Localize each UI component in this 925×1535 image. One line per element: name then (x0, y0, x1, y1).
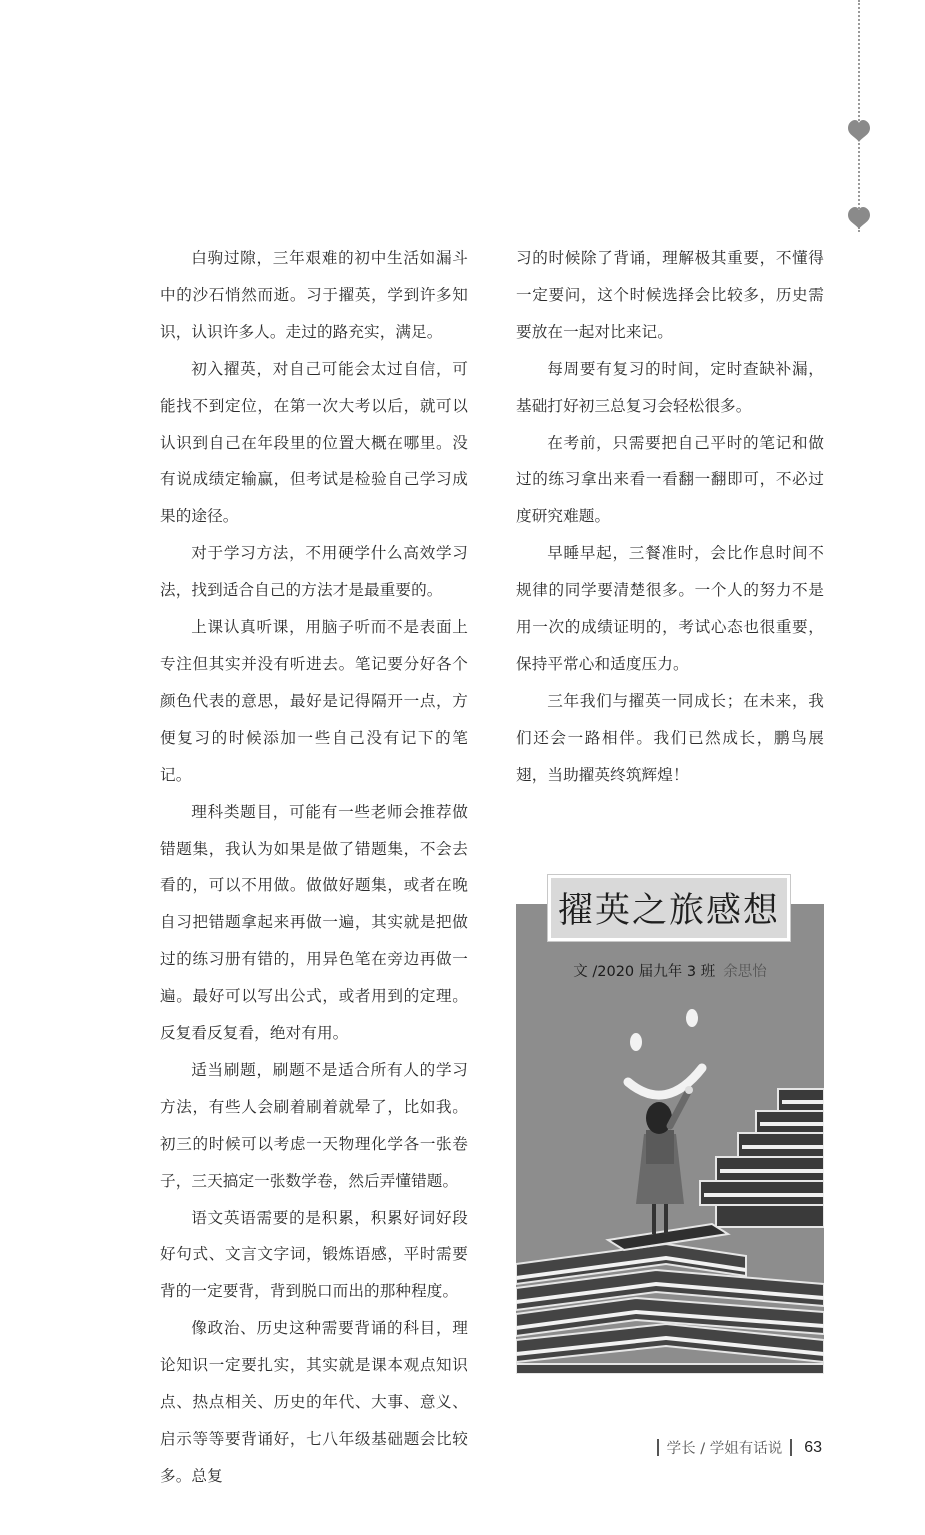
paragraph: 白驹过隙，三年艰难的初中生活如漏斗中的沙石悄然而逝。习于擢英，学到许多知识，认识许多人。走过的路充实，满足。 (160, 249, 468, 341)
footer-divider (657, 1439, 659, 1456)
page-footer (649, 1437, 822, 1458)
paragraph: 理科类题目，可能有一些老师会推荐做错题集，我认为如果是做了错题集，不会去看的，可以不用做。做做好题集，或者在晚自习把错题拿起来再做一遍，其实就是把做过的练习册有错的，用异色笔在旁边再做一遍。最好可以写出公式，或者用到的定理。反复看反复看，绝对有用。 (160, 802, 468, 1043)
paragraph: 早睡早起，三餐准时，会比作息时间不规律的同学要清楚很多。一个人的努力不是用一次的成绩证明的，考试心态也很重要，保持平常心和适度压力。 (516, 544, 824, 673)
footer-divider (790, 1439, 792, 1456)
paragraph: 上课认真听课，用脑子听而不是表面上专注但其实并没有听进去。笔记要分好各个颜色代表的意思，最好是记得隔开一点，方便复习的时候添加一些自己没有记下的笔记。 (160, 618, 468, 784)
article-title: 擢英之旅感想 (557, 891, 780, 931)
byline-class: 文 /2020 届九年 3 班 (573, 964, 716, 980)
heart-icon (846, 118, 872, 144)
paragraph: 每周要有复习的时间，定时查缺补漏，基础打好初三总复习会轻松很多。 (516, 359, 824, 415)
paragraph: 语文英语需要的是积累，积累好词好段好句式、文言文字词，锻炼语感，平时需要背的一定要背，背到脱口而出的那种程度。 (160, 1208, 468, 1301)
page-number: 63 (804, 1438, 822, 1456)
left-text-column (160, 240, 468, 1495)
right-text-column (516, 240, 824, 794)
paragraph: 适当刷题，刷题不是适合所有人的学习方法，有些人会刷着刷着就晕了，比如我。初三的时候可以考虑一天物理化学各一张卷子，三天搞定一张数学卷，然后弄懂错题。 (160, 1060, 468, 1190)
paragraph: 习的时候除了背诵，理解极其重要，不懂得一定要问，这个时候选择会比较多，历史需要放在一起对比来记。 (516, 249, 824, 341)
paragraph: 初入擢英，对自己可能会太过自信，可能找不到定位，在第一次大考以后，就可以认识到自己在年段里的位置大概在哪里。没有说成绩定输赢，但考试是检验自己学习成果的途径。 (160, 359, 468, 526)
heart-icon (846, 205, 872, 231)
article-byline (516, 960, 824, 981)
article-title-box (548, 875, 790, 941)
paragraph: 在考前，只需要把自己平时的笔记和做过的练习拿出来看一看翻一翻即可，不必过度研究难题。 (516, 433, 824, 526)
footer-section: 学长 / 学姐有话说 (666, 1441, 783, 1457)
paragraph: 像政治、历史这种需要背诵的科目，理论知识一定要扎实，其实就是课本观点知识点、热点相关、历史的年代、大事、意义、启示等等要背诵好，七八年级基础题会比较多。总复 (160, 1319, 468, 1485)
paragraph: 三年我们与擢英一同成长；在未来，我们还会一路相伴。我们已然成长，鹏鸟展翅，当助擢英终筑辉煌！ (516, 691, 824, 784)
decorative-dotted-line (858, 0, 860, 232)
paragraph: 对于学习方法，不用硬学什么高效学习法，找到适合自己的方法才是最重要的。 (160, 544, 468, 600)
byline-author: 余思怡 (723, 964, 767, 980)
